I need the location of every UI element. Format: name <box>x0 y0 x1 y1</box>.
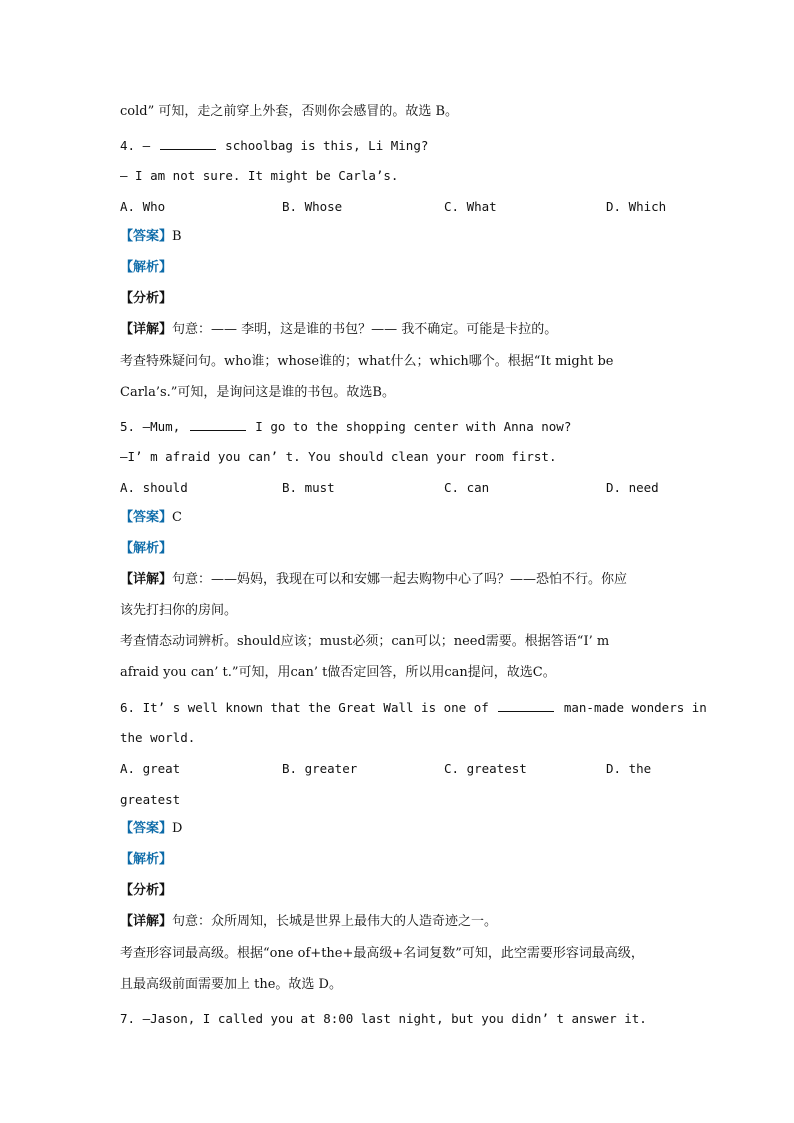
q4-explain-1 <box>120 354 614 370</box>
intro-text <box>120 104 458 120</box>
analysis-label: 【解析】 <box>120 260 173 275</box>
q4-detail <box>120 322 557 338</box>
q5-answer <box>120 510 182 526</box>
q5-stem-line1 <box>120 418 571 435</box>
answer-label: 【答案】 <box>120 229 173 244</box>
q6-explain-1 <box>120 946 644 962</box>
q4-stem-line1 <box>120 137 428 154</box>
q6-option-c: C. greatest <box>444 761 527 776</box>
fenxi-label: 【分析】 <box>120 883 173 898</box>
q5-detail <box>120 572 627 588</box>
q5-option-c: C. can <box>444 480 490 495</box>
q4-blank <box>160 137 216 150</box>
detail-label: 【详解】 <box>120 572 173 587</box>
q5-detail-cont <box>120 603 237 619</box>
q4-fenxi <box>120 291 172 307</box>
q4-detail-text: 句意：—— 李明，这是谁的书包？—— 我不确定。可能是卡拉的。 <box>172 322 558 337</box>
q5-stem-text: I go to the shopping center with Anna now? <box>247 419 572 434</box>
q5-reply: —I’ m afraid you can’ t. You should clean your room first. <box>120 449 557 464</box>
q4-explain-text-2: Carla’s.”可知，是询问这是谁的书包。故选B。 <box>120 385 395 400</box>
q6-stem-text: man-made wonders in <box>556 700 707 715</box>
q4-option-a: A. Who <box>120 199 166 214</box>
q4-answer-value: B <box>172 229 182 244</box>
q4-explain-2 <box>120 385 395 401</box>
q4-stem-line2 <box>120 168 398 184</box>
q6-option-b: B. greater <box>282 761 358 776</box>
intro-sentence: cold” 可知，走之前穿上外套，否则你会感冒的。故选 B。 <box>120 104 459 119</box>
q4-analysis <box>120 260 172 276</box>
q6-stem-line2 <box>120 730 195 746</box>
q4-option-c: C. What <box>444 199 497 214</box>
q5-number: 5. <box>120 419 136 434</box>
q6-explain-text-2: 且最高级前面需要加上 the。故选 D。 <box>120 977 342 992</box>
q4-dash: — <box>142 138 158 153</box>
q6-detail <box>120 914 497 930</box>
q6-explain-text-1: 考查形容词最高级。根据“one of+the+最高级+名词复数”可知，此空需要形容词最高级， <box>120 946 644 961</box>
q5-stem-start: —Mum, <box>142 419 188 434</box>
q7-stem-text: —Jason, I called you at 8:00 last night, but you didn’ t answer it. <box>142 1011 647 1026</box>
q5-detail-text-2: 该先打扫你的房间。 <box>120 603 238 618</box>
q5-option-d: D. need <box>606 480 659 495</box>
q6-blank <box>498 699 554 712</box>
q5-explain-1 <box>120 634 609 650</box>
q6-stem-end: the world. <box>120 730 196 745</box>
q4-number: 4. <box>120 138 136 153</box>
q5-blank <box>190 418 246 431</box>
q5-explain-text-2: afraid you can’ t.”可知，用can’ t做否定回答，所以用can提问，故选C。 <box>120 665 556 680</box>
q5-explain-2 <box>120 665 556 681</box>
q6-option-d-cont: greatest <box>120 792 181 807</box>
q6-analysis <box>120 852 172 868</box>
q5-explain-text-1: 考查情态动词辨析。should应该；must必须；can可以；need需要。根据答语“I’ m <box>120 634 610 649</box>
q6-number: 6. <box>120 700 136 715</box>
q6-stem-start: It’ s well known that the Great Wall is one of <box>142 700 497 715</box>
analysis-label: 【解析】 <box>120 852 173 867</box>
q4-option-d: D. Which <box>606 199 667 214</box>
fenxi-label: 【分析】 <box>120 291 173 306</box>
q6-option-a: A. great <box>120 761 181 776</box>
q4-stem-text: schoolbag is this, Li Ming? <box>217 138 429 153</box>
q6-stem-line1 <box>120 699 707 716</box>
q5-answer-value: C <box>172 510 182 525</box>
q7-number: 7. <box>120 1011 136 1026</box>
q6-answer <box>120 821 182 837</box>
q7-stem-line1 <box>120 1011 647 1027</box>
q5-analysis <box>120 541 172 557</box>
answer-label: 【答案】 <box>120 510 173 525</box>
q4-explain-text-1: 考查特殊疑问句。who谁；whose谁的；what什么；which哪个。根据“It might be <box>120 354 614 369</box>
q6-detail-text: 句意：众所周知，长城是世界上最伟大的人造奇迹之一。 <box>172 914 498 929</box>
q6-option-d-wrap <box>120 792 180 808</box>
q5-option-a: A. should <box>120 480 188 495</box>
q4-option-b: B. Whose <box>282 199 343 214</box>
detail-label: 【详解】 <box>120 322 173 337</box>
q6-explain-2 <box>120 977 342 993</box>
q4-answer <box>120 229 182 245</box>
q5-option-b: B. must <box>282 480 335 495</box>
q6-option-d: D. the <box>606 761 652 776</box>
detail-label: 【详解】 <box>120 914 173 929</box>
q6-answer-value: D <box>172 821 183 836</box>
analysis-label: 【解析】 <box>120 541 173 556</box>
q5-detail-text-1: 句意：——妈妈，我现在可以和安娜一起去购物中心了吗？——恐怕不行。你应 <box>172 572 628 587</box>
q4-reply: — I am not sure. It might be Carla’s. <box>120 168 399 183</box>
q5-stem-line2 <box>120 449 557 465</box>
q6-fenxi <box>120 883 172 899</box>
answer-label: 【答案】 <box>120 821 173 836</box>
